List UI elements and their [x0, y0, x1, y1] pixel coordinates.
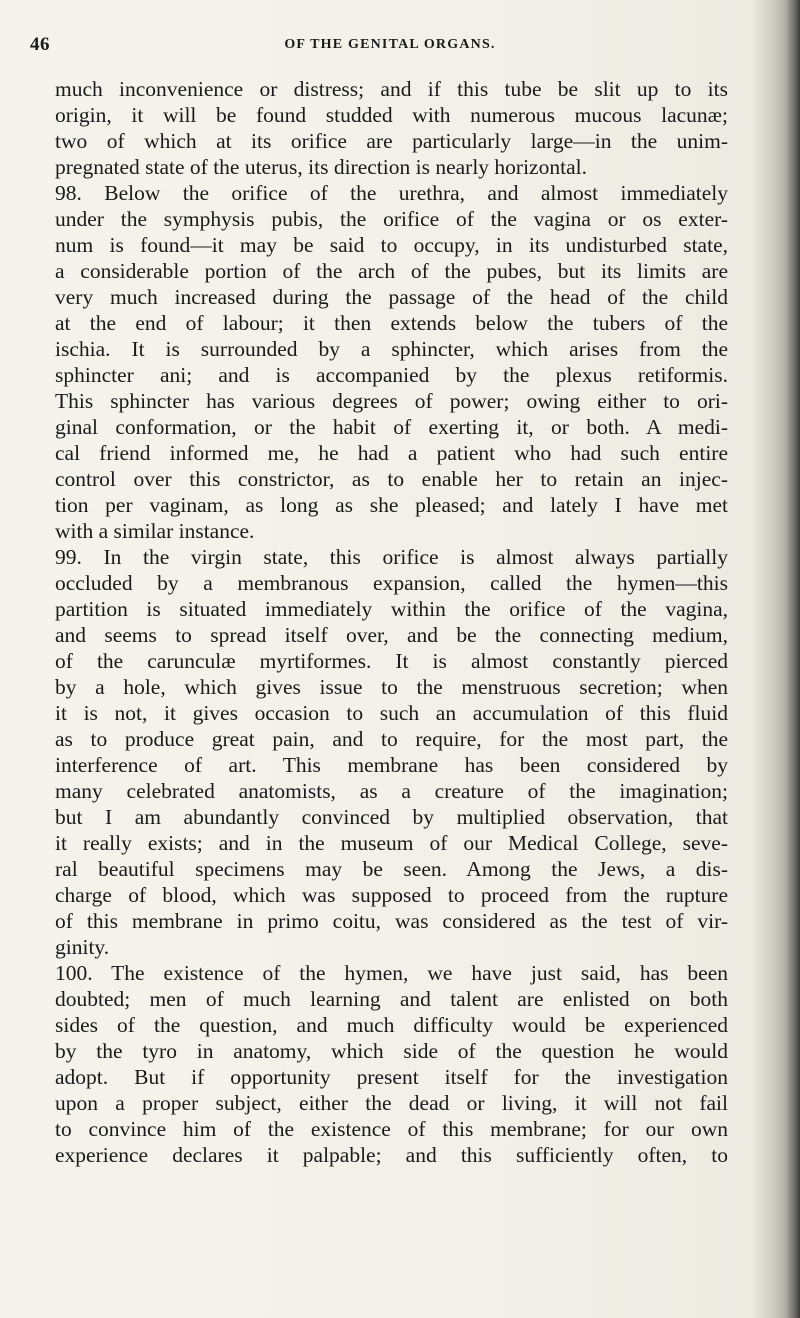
text-line: much inconvenience or distress; and if this tube be slit up to its [55, 77, 728, 101]
text-line: with a similar instance. [55, 519, 255, 543]
text-line: ischia. It is surrounded by a sphincter, which arises from the [55, 337, 728, 361]
text-line: cal friend informed me, he had a patient who had such entire [55, 441, 728, 465]
text-line: interference of art. This membrane has been considered by [55, 753, 728, 777]
text-line: This sphincter has various degrees of power; owing either to ori- [55, 389, 728, 413]
text-line: many celebrated anatomists, as a creature of the imagination; [55, 779, 728, 803]
text-line: partition is situated immediately within the orifice of the vagina, [55, 597, 728, 621]
text-line: adopt. But if opportunity present itself for the investigation [55, 1065, 728, 1089]
body-text [55, 76, 728, 1168]
text-line: doubted; men of much learning and talent are enlisted on both [55, 987, 728, 1011]
text-line: but I am abundantly convinced by multiplied observation, that [55, 805, 728, 829]
text-line: sphincter ani; and is accompanied by the plexus retiformis. [55, 363, 728, 387]
text-line: pregnated state of the uterus, its direction is nearly horizontal. [55, 155, 587, 179]
text-line: it really exists; and in the museum of our Medical College, seve- [55, 831, 728, 855]
page-header [30, 34, 750, 60]
text-line: tion per vaginam, as long as she pleased; and lately I have met [55, 493, 728, 517]
text-line: origin, it will be found studded with numerous mucous lacunæ; [55, 103, 728, 127]
text-line: 98. Below the orifice of the urethra, and almost immediately [55, 181, 728, 205]
text-line: very much increased during the passage of the head of the child [55, 285, 728, 309]
text-line: by the tyro in anatomy, which side of the question he would [55, 1039, 728, 1063]
text-line: charge of blood, which was supposed to proceed from the rupture [55, 883, 728, 907]
text-line: ral beautiful specimens may be seen. Among the Jews, a dis- [55, 857, 728, 881]
text-line: ginity. [55, 935, 110, 959]
text-line: it is not, it gives occasion to such an accumulation of this fluid [55, 701, 728, 725]
text-line: two of which at its orifice are particularly large—in the unim- [55, 129, 728, 153]
page-number: 46 [30, 34, 50, 55]
text-line: as to produce great pain, and to require, for the most part, the [55, 727, 728, 751]
text-line: a considerable portion of the arch of the pubes, but its limits are [55, 259, 728, 283]
text-line: under the symphysis pubis, the orifice of the vagina or os exter- [55, 207, 728, 231]
text-line: and seems to spread itself over, and be the connecting medium, [55, 623, 728, 647]
text-line: of the carunculæ myrtiformes. It is almost constantly pierced [55, 649, 728, 673]
text-line: experience declares it palpable; and this sufficiently often, to [55, 1143, 728, 1167]
text-line: at the end of labour; it then extends below the tubers of the [55, 311, 728, 335]
text-line: by a hole, which gives issue to the menstruous secretion; when [55, 675, 728, 699]
text-line: occluded by a membranous expansion, called the hymen—this [55, 571, 728, 595]
text-line: num is found—it may be said to occupy, in its undisturbed state, [55, 233, 728, 257]
running-head: OF THE GENITAL ORGANS. [284, 37, 496, 52]
text-line: sides of the question, and much difficulty would be experienced [55, 1013, 728, 1037]
text-line: 99. In the virgin state, this orifice is almost always partially [55, 545, 728, 569]
text-line: of this membrane in primo coitu, was considered as the test of vir- [55, 909, 728, 933]
page-edge-shadow [786, 0, 800, 1318]
text-line: control over this constrictor, as to enable her to retain an injec- [55, 467, 728, 491]
text-line: upon a proper subject, either the dead or living, it will not fail [55, 1091, 728, 1115]
text-line: to convince him of the existence of this membrane; for our own [55, 1117, 728, 1141]
text-line: 100. The existence of the hymen, we have just said, has been [55, 961, 728, 985]
text-line: ginal conformation, or the habit of exerting it, or both. A medi- [55, 415, 728, 439]
